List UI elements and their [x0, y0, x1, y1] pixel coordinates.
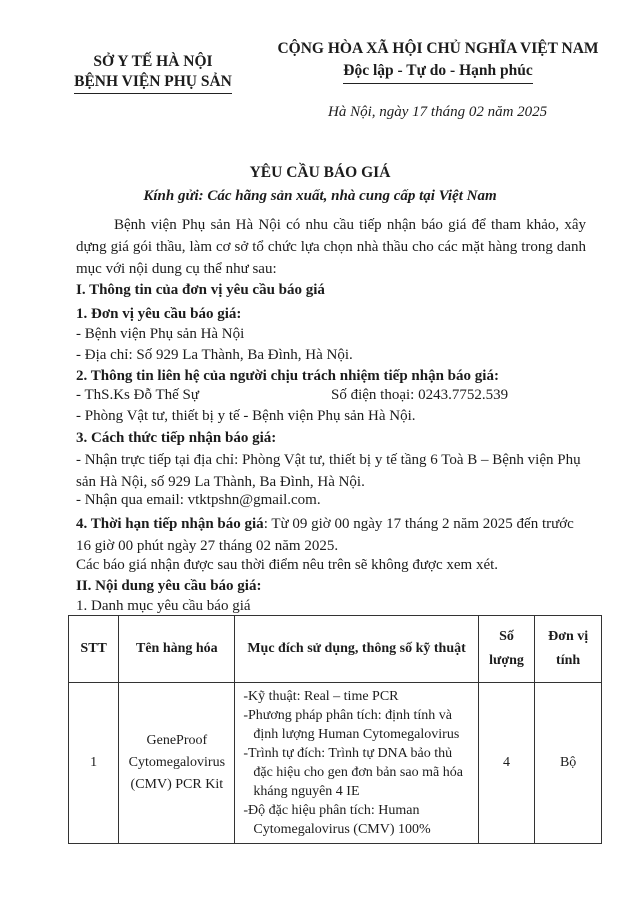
deadline-paragraph — [76, 513, 591, 557]
intro-paragraph: Bệnh viện Phụ sản Hà Nội có nhu cầu tiếp nhận báo giá để tham khảo, xây dựng giá gói thầu, làm cơ sở tổ chức lựa chọn nhà thầu cho các mặt hàng trong danh mục với nội dung cụ thể như sau: — [76, 217, 586, 277]
receive-email: - Nhận qua email: vtktpshn@gmail.com. — [76, 492, 321, 508]
section-1-heading: I. Thông tin của đơn vị yêu cầu báo giá — [76, 282, 325, 298]
row-name — [119, 683, 235, 844]
section-2-heading: II. Nội dung yêu cầu báo giá: — [76, 578, 262, 594]
table-header-row — [69, 616, 602, 683]
col-unit-line2: tính — [556, 653, 581, 668]
org-department: SỞ Y TẾ HÀ NỘI — [93, 53, 213, 70]
row-stt: 1 — [69, 683, 119, 844]
spec-item: -Độ đặc hiệu phân tích: Human Cytomegalovirus (CMV) 100% — [243, 803, 431, 837]
sub2-heading: 2. Thông tin liên hệ của người chịu trách nhiệm tiếp nhận báo giá: — [76, 368, 499, 384]
col-name: Tên hàng hóa — [119, 616, 235, 683]
col-qty — [478, 616, 534, 683]
document-date: Hà Nội, ngày 17 tháng 02 năm 2025 — [328, 104, 548, 120]
national-header — [268, 38, 608, 84]
sub1-heading: 1. Đơn vị yêu cầu báo giá: — [76, 306, 242, 322]
spec-item: -Kỹ thuật: Real – time PCR — [243, 689, 399, 704]
org-hospital: BỆNH VIỆN PHỤ SẢN — [74, 72, 232, 94]
deadline-text: : Từ 09 giờ 00 ngày 17 tháng 2 năm 2025 đến trước 16 giờ 00 phút ngày 27 tháng 02 năm 2025. — [76, 516, 574, 554]
row-qty: 4 — [478, 683, 534, 844]
document-title: YÊU CẦU BÁO GIÁ — [249, 164, 391, 181]
spec-item: -Phương pháp phân tích: định tính và định lượng Human Cytomegalovirus — [243, 708, 460, 742]
requester-address: - Địa chỉ: Số 929 La Thành, Ba Đình, Hà Nội. — [76, 347, 353, 363]
table-row — [69, 683, 602, 844]
contact-phone: Số điện thoại: 0243.7752.539 — [331, 387, 509, 403]
items-table — [68, 615, 602, 844]
row-name-line3: (CMV) PCR Kit — [130, 777, 224, 792]
contact-department: - Phòng Vật tư, thiết bị y tế - Bệnh viện Phụ sản Hà Nội. — [76, 408, 416, 424]
org-header — [68, 52, 238, 94]
sub3-heading: 3. Cách thức tiếp nhận báo giá: — [76, 430, 277, 446]
col-spec: Mục đích sử dụng, thông số kỹ thuật — [235, 616, 478, 683]
col-qty-line1: Số — [499, 629, 514, 644]
contact-person: - ThS.Ks Đỗ Thế Sự — [76, 387, 200, 403]
national-motto: Độc lập - Tự do - Hạnh phúc — [343, 60, 532, 84]
col-unit — [535, 616, 602, 683]
col-unit-line1: Đơn vị — [548, 629, 589, 644]
spec-item: -Trình tự đích: Trình tự DNA bảo thủ đặc hiệu cho gen đơn bản sao mã hóa kháng nguyên 4 IE — [243, 746, 463, 799]
national-title: CỘNG HÒA XÃ HỘI CHỦ NGHĨA VIỆT NAM — [277, 40, 599, 57]
row-name-line1: GeneProof — [146, 733, 208, 748]
deadline-label: 4. Thời hạn tiếp nhận báo giá — [76, 516, 264, 532]
row-spec — [235, 683, 478, 844]
list-title: 1. Danh mục yêu cầu báo giá — [76, 598, 251, 614]
requester-name: - Bệnh viện Phụ sản Hà Nội — [76, 326, 245, 342]
receive-direct: - Nhận trực tiếp tại địa chỉ: Phòng Vật tư, thiết bị y tế tầng 6 Toà B – Bệnh viện Phụ sản Hà Nội, số 929 La Thành, Ba Đình, Hà Nội. — [76, 452, 581, 490]
deadline-note: Các báo giá nhận được sau thời điểm nêu trên sẽ không được xem xét. — [76, 557, 499, 573]
row-name-line2: Cytomegalovirus — [128, 755, 226, 770]
row-unit: Bộ — [535, 683, 602, 844]
greeting: Kính gửi: Các hãng sản xuất, nhà cung cấp tại Việt Nam — [143, 188, 497, 204]
col-qty-line2: lượng — [489, 653, 524, 668]
col-stt: STT — [69, 616, 119, 683]
